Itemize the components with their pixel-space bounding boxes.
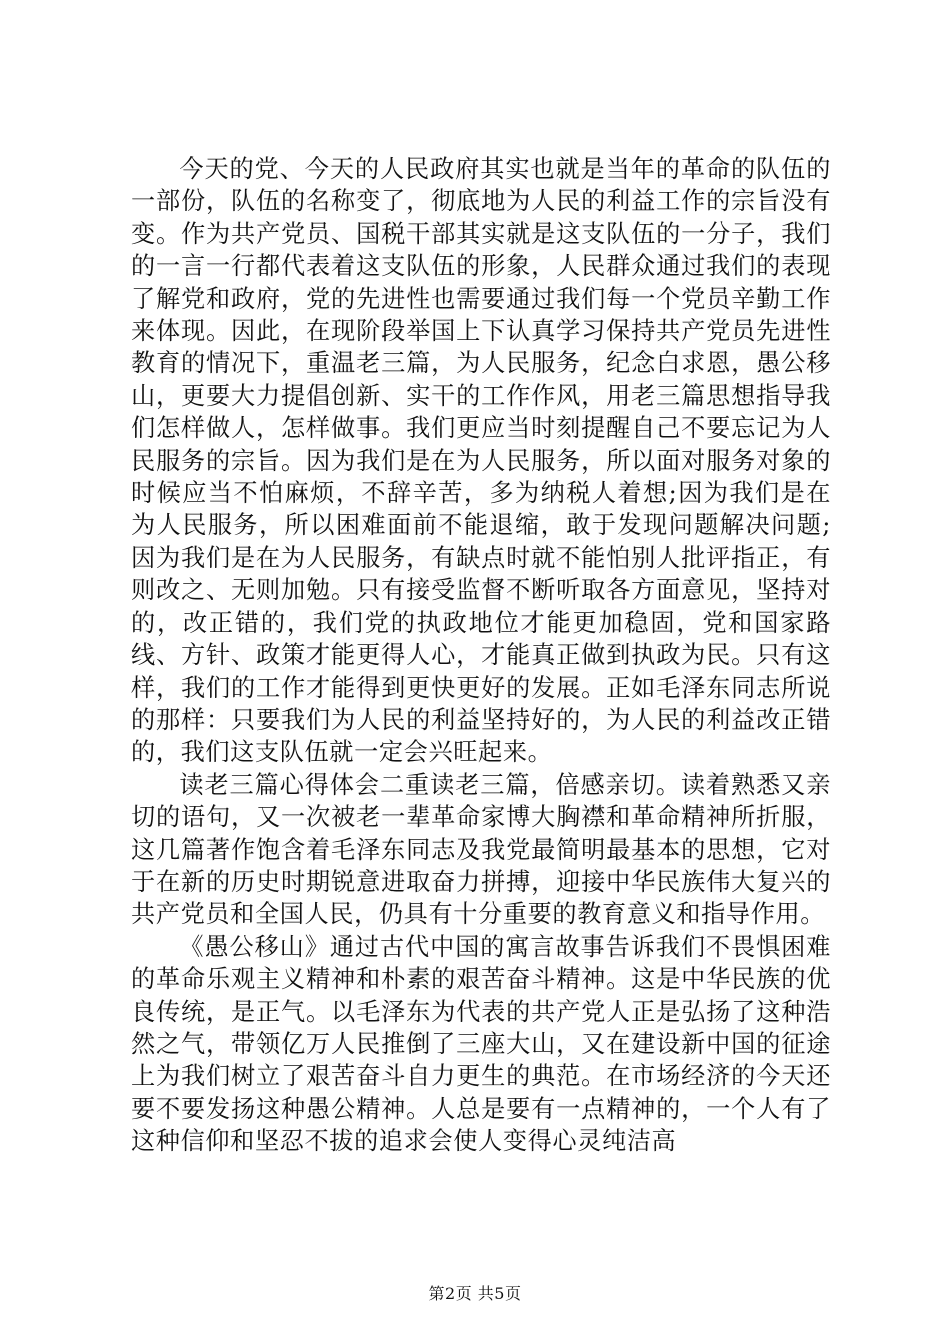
paragraph-2: 读老三篇心得体会二重读老三篇，倍感亲切。读着熟悉又亲切的语句，又一次被老一辈革命家博大胸襟和革命精神所折服，这几篇著作饱含着毛泽东同志及我党最简明最基本的思想，它对于在新的历史时期锐意进取奋力拼搏，迎接中华民族伟大复兴的共产党员和全国人民，仍具有十分重要的教育意义和指导作用。 [131,770,831,929]
paragraph-3: 《愚公移山》通过古代中国的寓言故事告诉我们不畏惧困难的革命乐观主义精神和朴素的艰苦奋斗精神。这是中华民族的优良传统，是正气。以毛泽东为代表的共产党人正是弘扬了这种浩然之气，带领亿万人民推倒了三座大山，又在建设新中国的征途上为我们树立了艰苦奋斗自力更生的典范。在市场经济的今天还要不要发扬这种愚公精神。人总是要有一点精神的，一个人有了这种信仰和坚忍不拔的追求会使人变得心灵纯洁高 [131,932,831,1156]
paragraph-1: 今天的党、今天的人民政府其实也就是当年的革命的队伍的一部份，队伍的名称变了，彻底地为人民的利益工作的宗旨没有变。作为共产党员、国税干部其实就是这支队伍的一分子，我们的一言一行都代表着这支队伍的形象，人民群众通过我们的表现了解党和政府，党的先进性也需要通过我们每一个党员辛勤工作来体现。因此，在现阶段举国上下认真学习保持共产党员先进性教育的情况下，重温老三篇，为人民服务，纪念白求恩，愚公移山，更要大力提倡创新、实干的工作作风，用老三篇思想指导我们怎样做人，怎样做事。我们更应当时刻提醒自己不要忘记为人民服务的宗旨。因为我们是在为人民服务，所以面对服务对象的时候应当不怕麻烦，不辞辛苦，多为纳税人着想;因为我们是在为人民服务，所以困难面前不能退缩，敢于发现问题解决问题;因为我们是在为人民服务，有缺点时就不能怕别人批评指正，有则改之、无则加勉。只有接受监督不断听取各方面意见，坚持对的，改正错的，我们党的执政地位才能更加稳固，党和国家路线、方针、政策才能更得人心，才能真正做到执政为民。只有这样，我们的工作才能得到更快更好的发展。正如毛泽东同志所说的那样：只要我们为人民的利益坚持好的，为人民的利益改正错的，我们这支队伍就一定会兴旺起来。 [131,155,831,767]
page-number: 第2页 共5页 [428,1284,522,1303]
document-body [131,153,831,1158]
page-footer [0,1284,950,1304]
